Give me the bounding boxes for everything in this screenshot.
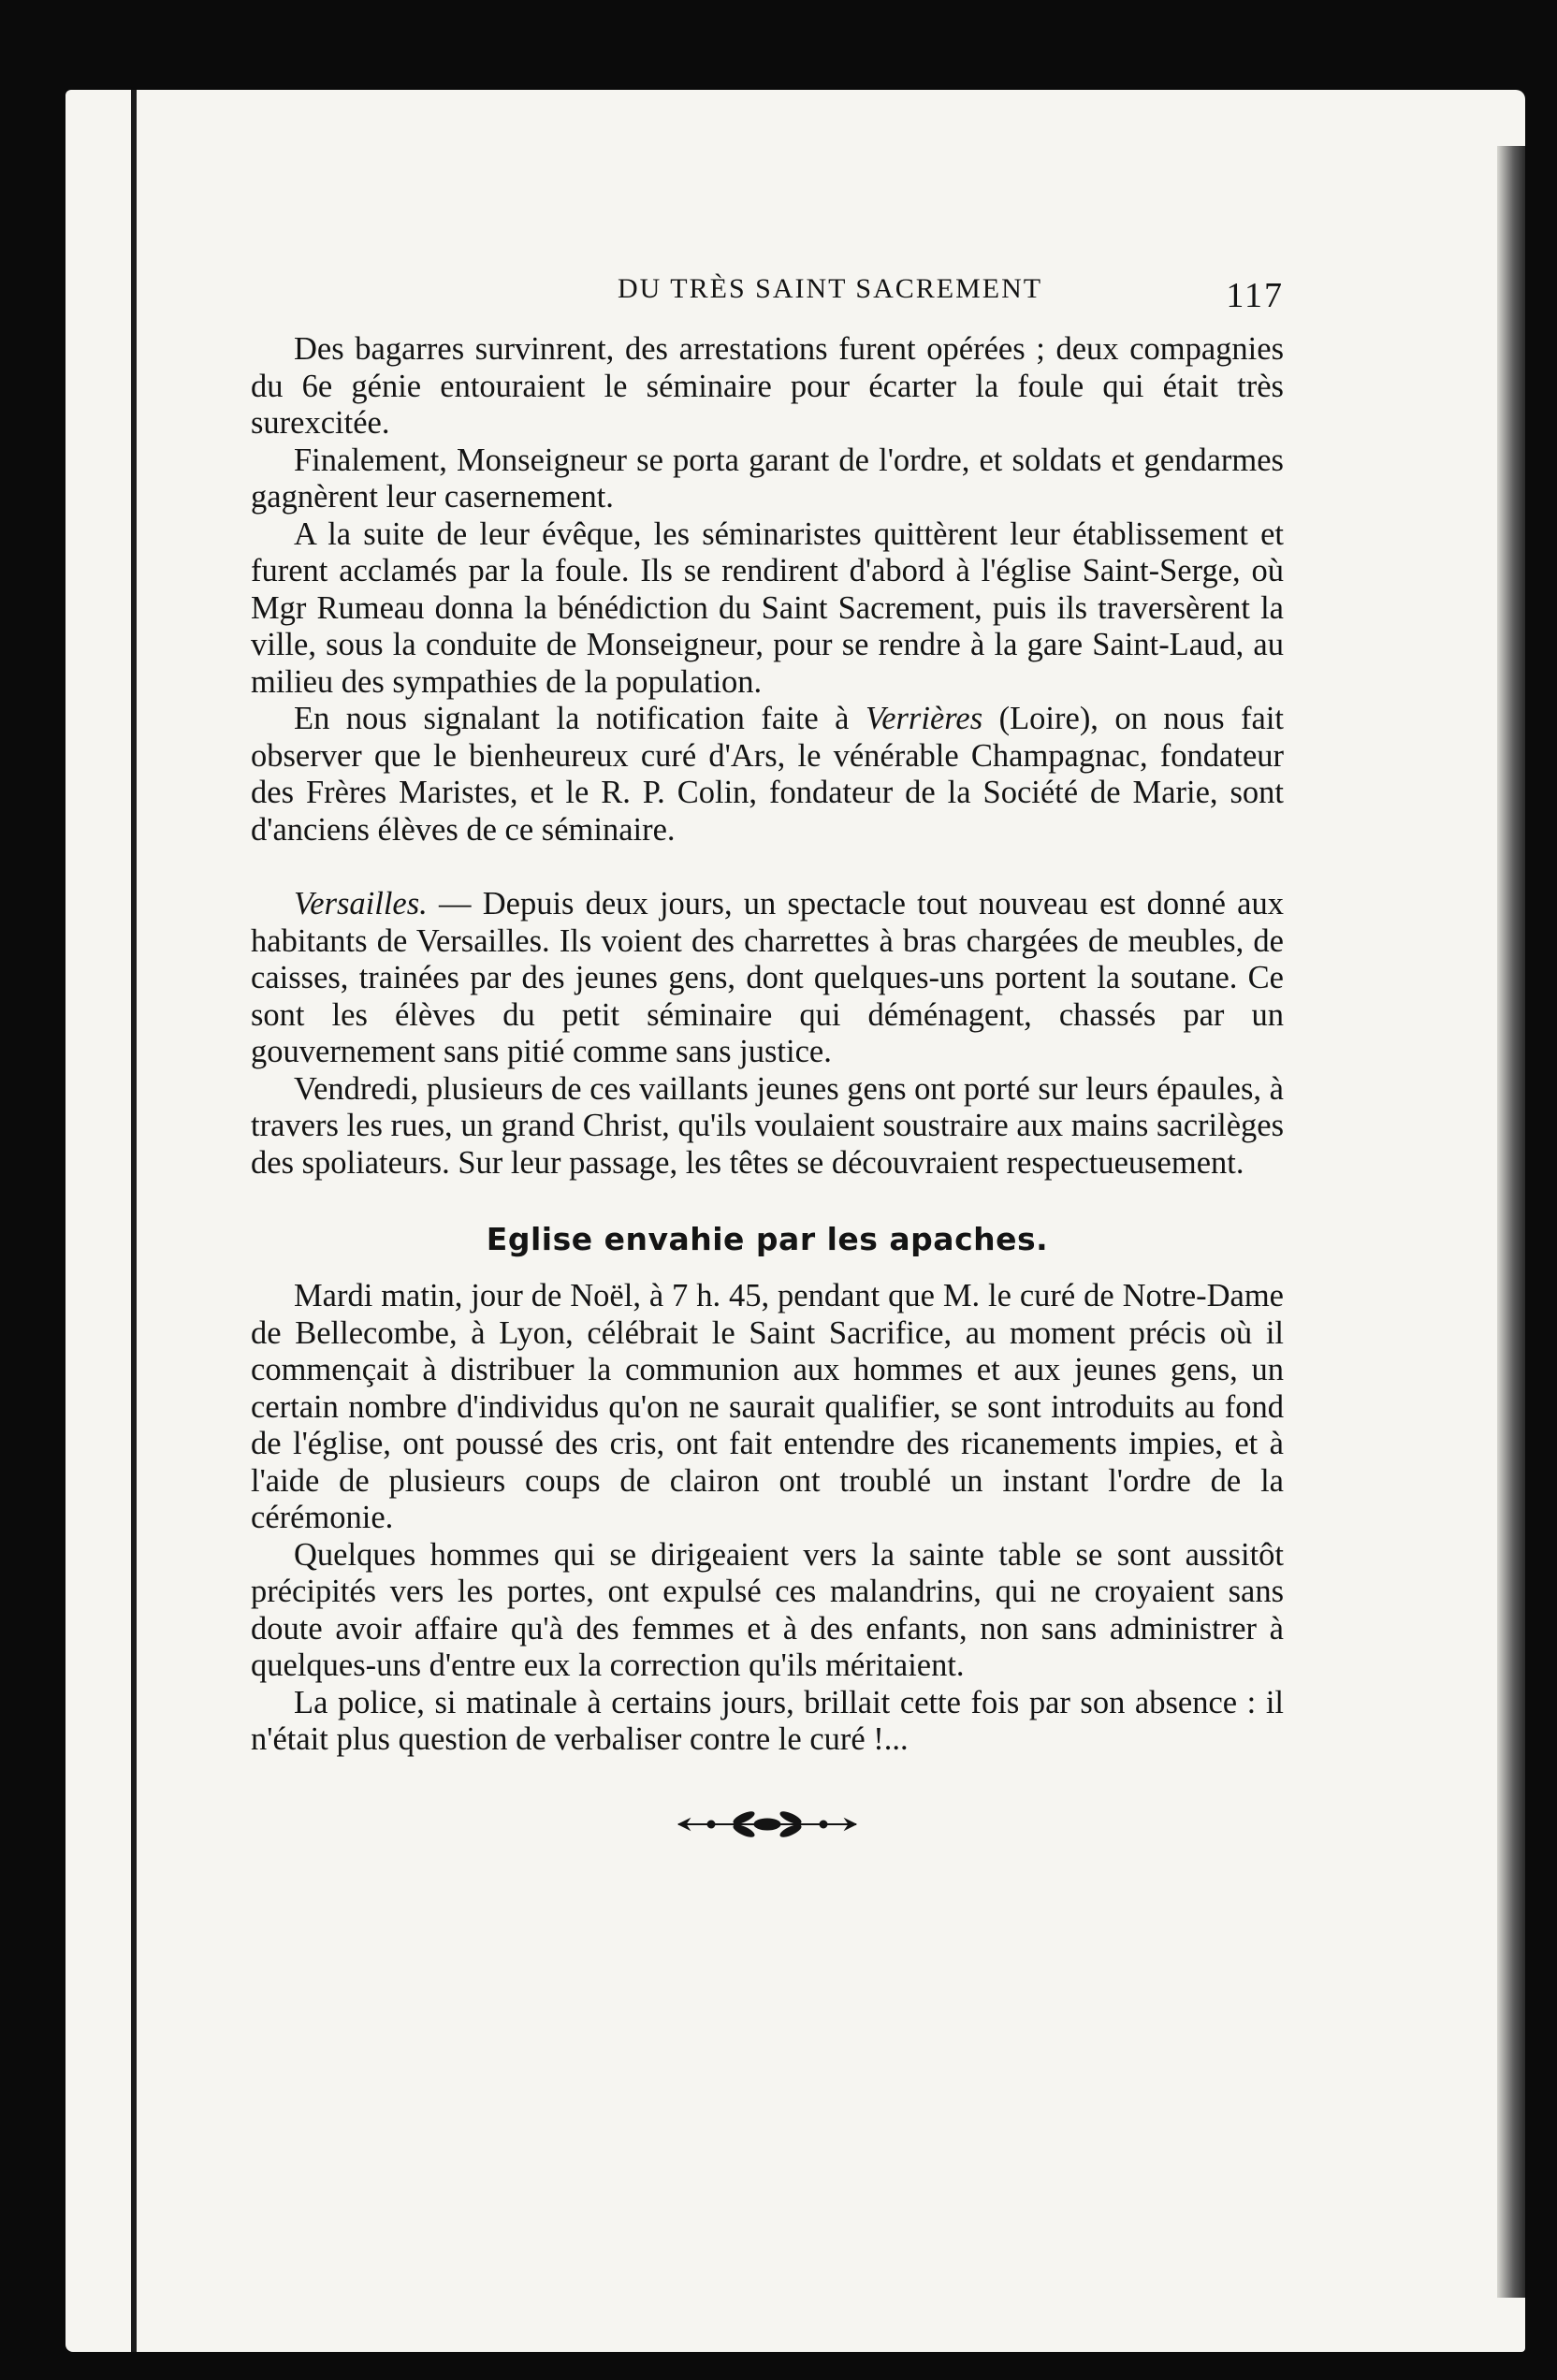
fleuron-ornament-icon — [669, 1806, 866, 1843]
paragraph: Quelques hommes qui se dirigeaient vers la sainte table se sont aussitôt précipités vers les portes, ont expulsé ces malandrins, qui ne croyaient sans doute avoir affaire qu'à des femmes et à des enfants, non sans administrer à quelques-uns d'entre eux la correction qu'ils méritaient. — [251, 1536, 1284, 1683]
place-name: Verrières — [865, 701, 983, 736]
book-page — [65, 90, 1525, 2352]
paragraph: Mardi matin, jour de Noël, à 7 h. 45, pendant que M. le curé de Notre-Dame de Bellecombe, à Lyon, célébrait le Saint Sacrifice, au moment précis où il commençait à distribuer la communion aux hommes et aux jeunes gens, un certain nombre d'individus qu'on ne saurait qualifier, se sont introduits au fond de l'église, ont poussé des cris, ont fait entendre des ricanements impies, et à l'aide de plusieurs coups de clairon ont troublé un instant l'ordre de la cérémonie. — [251, 1278, 1284, 1535]
running-head — [251, 268, 1284, 324]
paragraph-text: — Depuis deux jours, un spectacle tout nouveau est donné aux habitants de Versailles. Ils voient des charrettes à bras chargées de meubles, de caisses, trainées par des jeunes gens, dont quelques-uns portent la soutane. Ce sont les élèves du petit séminaire qui déménagent, chassés par un gouvernement sans pitié comme sans justice. — [251, 886, 1284, 1069]
binding-gutter — [131, 90, 137, 2352]
paragraph: Des bagarres survinrent, des arrestations furent opérées ; deux compagnies du 6e génie entouraient le séminaire pour écarter la foule qui était très surexcitée. — [251, 331, 1284, 441]
page-edge-shadow — [1497, 146, 1525, 2298]
page-content — [251, 268, 1284, 1843]
paragraph-text: (Loire), on nous fait observer que le bienheureux curé d'Ars, le vénérable Champagnac, fondateur des Frères Maristes, et le R. P. Colin, fondateur de la Société de Marie, sont d'anciens élèves de ce séminaire. — [251, 701, 1285, 848]
paragraph-text: En nous signalant la notification faite à — [294, 701, 866, 736]
paragraph: Finalement, Monseigneur se porta garant de l'ordre, et soldats et gendarmes gagnèrent leur casernement. — [251, 442, 1284, 515]
running-title: DU TRÈS SAINT SACREMENT — [618, 273, 1043, 304]
paragraph: A la suite de leur évêque, les séminaristes quittèrent leur établissement et furent acclamés par la foule. Ils se rendirent d'abord à l'église Saint-Serge, où Mgr Rumeau donna la bénédiction du Saint Sacrement, puis ils traversèrent la ville, sous la conduite de Monseigneur, pour se rendre à la gare Saint-Laud, au milieu des sympathies de la population. — [251, 515, 1284, 700]
paragraph: La police, si matinale à certains jours, brillait cette fois par son absence : il n'était plus question de verbaliser contre le curé !... — [251, 1684, 1284, 1757]
place-name: Versailles. — [294, 886, 428, 922]
paragraph — [251, 701, 1284, 849]
page-number: 117 — [1226, 276, 1284, 315]
paragraph: Vendredi, plusieurs de ces vaillants jeunes gens ont porté sur leurs épaules, à travers les rues, un grand Christ, qu'ils voulaient soustraire aux mains sacrilèges des spoliateurs. Sur leur passage, les têtes se découvraient respectueusement. — [251, 1070, 1284, 1181]
paragraph — [251, 886, 1284, 1071]
section-title: Eglise envahie par les apaches. — [486, 1221, 1049, 1257]
